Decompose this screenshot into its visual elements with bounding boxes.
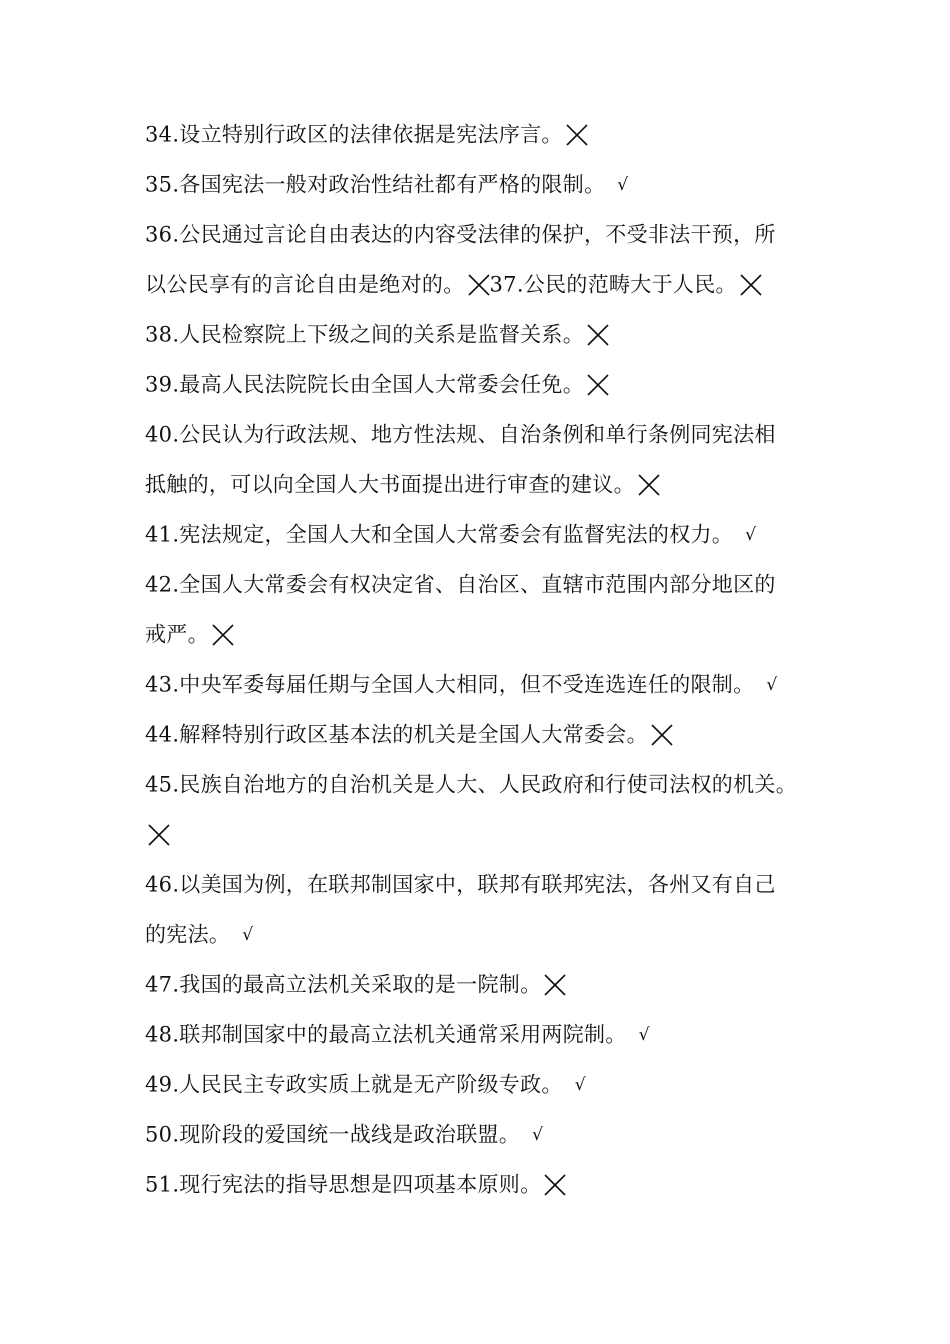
question-line: [145, 958, 810, 1008]
question-line: [145, 558, 810, 608]
cross-mark-icon: [740, 274, 762, 296]
question-text: 42.全国人大常委会有权决定省、自治区、直辖市范围内部分地区的: [145, 572, 776, 597]
question-line: [145, 308, 810, 358]
question-line: [145, 908, 810, 958]
check-mark-icon: √: [617, 174, 629, 195]
question-text: 35.各国宪法一般对政治性结社都有严格的限制。: [145, 172, 606, 197]
question-line: [145, 258, 810, 308]
question-line: [145, 858, 810, 908]
question-text: 戒严。: [145, 622, 209, 647]
check-mark-icon: √: [745, 524, 757, 545]
cross-mark-icon: [148, 824, 170, 846]
question-text: 40.公民认为行政法规、地方性法规、自治条例和单行条例同宪法相: [145, 422, 776, 447]
cross-mark-icon: [566, 124, 588, 146]
question-list: [145, 108, 810, 1208]
question-text: 抵触的，可以向全国人大书面提出进行审查的建议。: [145, 472, 635, 497]
question-text: 36.公民通过言论自由表达的内容受法律的保护，不受非法干预，所: [145, 222, 776, 247]
question-text: 34.设立特别行政区的法律依据是宪法序言。: [145, 122, 563, 147]
question-text: 49.人民民主专政实质上就是无产阶级专政。: [145, 1072, 563, 1097]
question-text: 以公民享有的言论自由是绝对的。: [145, 272, 465, 297]
question-line: [145, 458, 810, 508]
check-mark-icon: √: [242, 924, 254, 945]
cross-mark-icon: [468, 274, 490, 296]
question-line: [145, 508, 810, 558]
question-line: [145, 708, 810, 758]
question-text: 44.解释特别行政区基本法的机关是全国人大常委会。: [145, 722, 648, 747]
cross-mark-icon: [212, 624, 234, 646]
check-mark-icon: √: [638, 1024, 650, 1045]
cross-mark-icon: [544, 1174, 566, 1196]
cross-mark-icon: [587, 324, 609, 346]
cross-mark-icon: [587, 374, 609, 396]
question-text: 43.中央军委每届任期与全国人大相同，但不受连选连任的限制。: [145, 672, 755, 697]
question-text: 51.现行宪法的指导思想是四项基本原则。: [145, 1172, 542, 1197]
check-mark-icon: √: [766, 674, 778, 695]
question-line: [145, 108, 810, 158]
question-line: [145, 608, 810, 658]
question-text: 47.我国的最高立法机关采取的是一院制。: [145, 972, 542, 997]
question-line: [145, 1008, 810, 1058]
check-mark-icon: √: [574, 1074, 586, 1095]
question-text: 50.现阶段的爱国统一战线是政治联盟。: [145, 1122, 521, 1147]
question-line: [145, 1058, 810, 1108]
question-line: [145, 808, 810, 858]
check-mark-icon: √: [532, 1124, 544, 1145]
question-line: [145, 1108, 810, 1158]
question-line: [145, 658, 810, 708]
cross-mark-icon: [638, 474, 660, 496]
question-text: 45.民族自治地方的自治机关是人大、人民政府和行使司法权的机关。: [145, 772, 797, 797]
question-text: 37.公民的范畴大于人民。: [489, 272, 737, 297]
cross-mark-icon: [544, 974, 566, 996]
cross-mark-icon: [651, 724, 673, 746]
question-text: 38.人民检察院上下级之间的关系是监督关系。: [145, 322, 584, 347]
question-text: 48.联邦制国家中的最高立法机关通常采用两院制。: [145, 1022, 627, 1047]
question-text: 的宪法。: [145, 922, 231, 947]
question-line: [145, 208, 810, 258]
question-text: 46.以美国为例，在联邦制国家中，联邦有联邦宪法，各州又有自己: [145, 872, 776, 897]
question-line: [145, 358, 810, 408]
question-text: 41.宪法规定，全国人大和全国人大常委会有监督宪法的权力。: [145, 522, 734, 547]
question-line: [145, 758, 810, 808]
question-text: 39.最高人民法院院长由全国人大常委会任免。: [145, 372, 584, 397]
question-line: [145, 158, 810, 208]
question-line: [145, 1158, 810, 1208]
question-line: [145, 408, 810, 458]
